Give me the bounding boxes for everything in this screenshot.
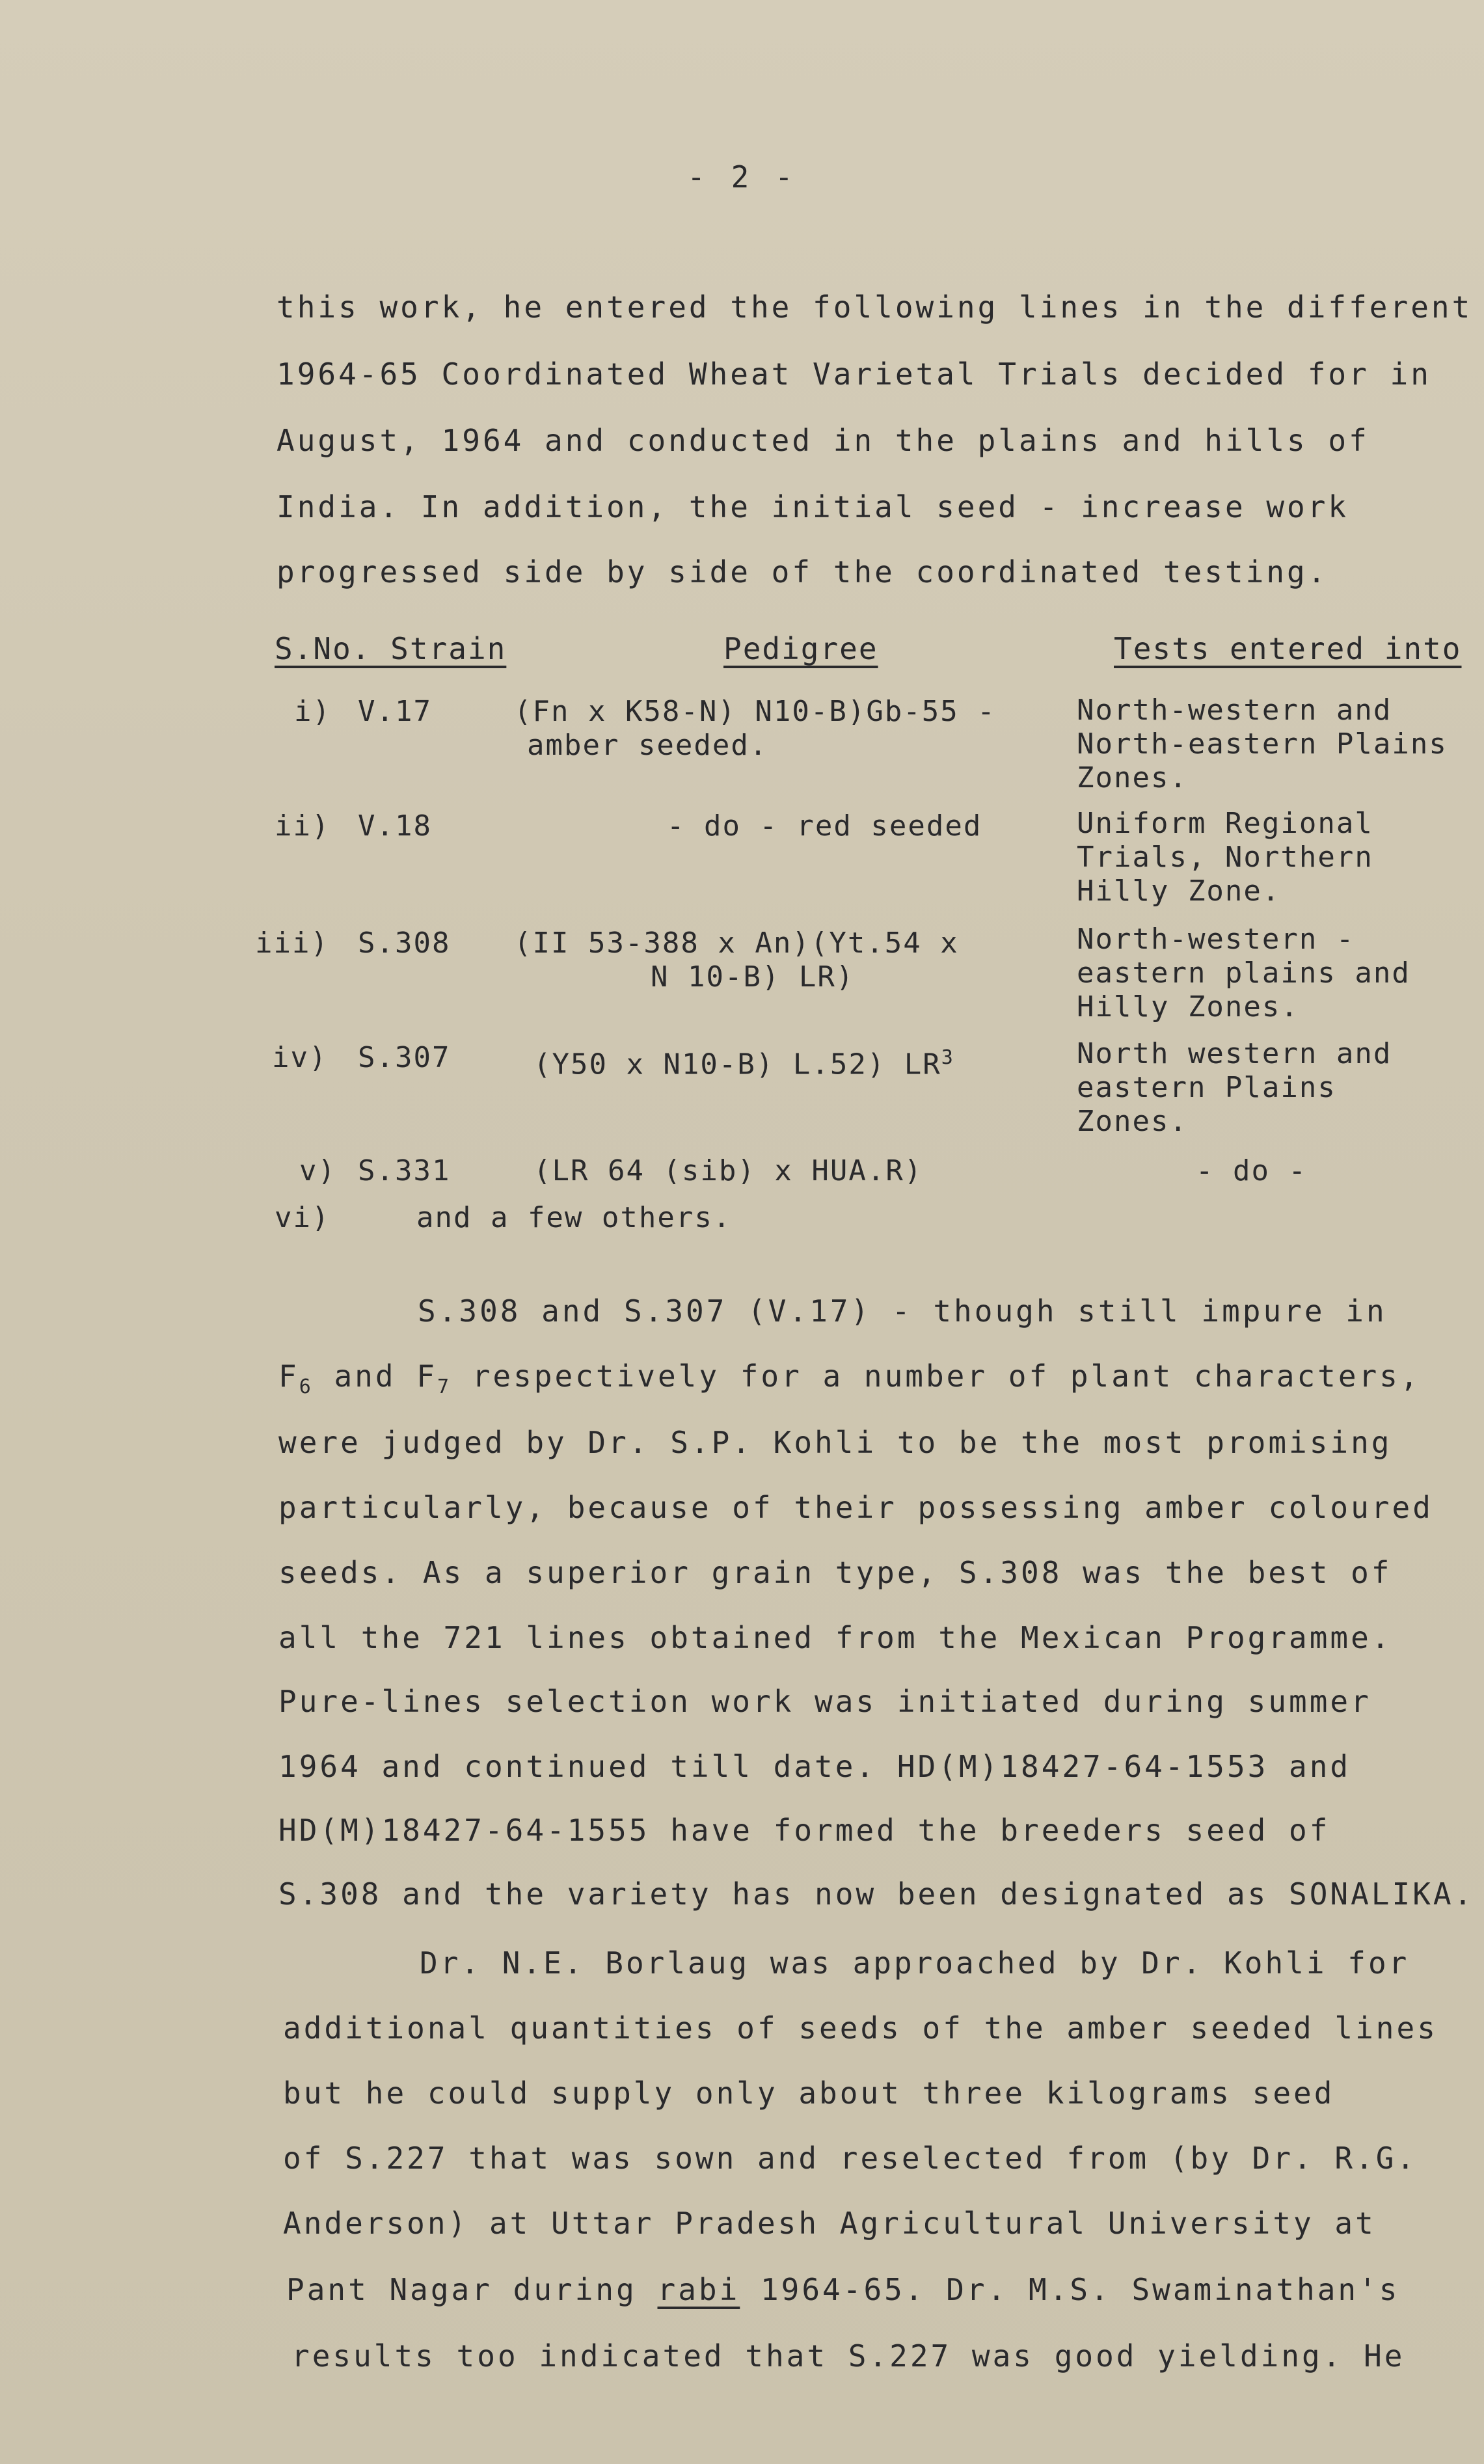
para3-l6-pre: Pant Nagar during bbox=[286, 2272, 658, 2307]
row-4-no: iv) bbox=[272, 1041, 328, 1074]
para2-sub-7: 7 bbox=[437, 1375, 452, 1399]
row-2-tests-1: Uniform Regional bbox=[1077, 807, 1373, 840]
row-1-no: i) bbox=[294, 695, 331, 728]
para3-l6-post: 1964-65. Dr. M.S. Swaminathan's bbox=[740, 2272, 1400, 2307]
para2-line-1: S.308 and S.307 (V.17) - though still impure in bbox=[418, 1293, 1387, 1329]
para2-line-9: HD(M)18427-64-1555 have formed the breeders seed of bbox=[278, 1813, 1330, 1848]
row-1-pedigree-1: (Fn x K58-N) N10-B)Gb-55 - bbox=[514, 695, 996, 728]
intro-line-3: August, 1964 and conducted in the plains and hills of bbox=[277, 423, 1369, 458]
rabi-underlined: rabi bbox=[657, 2272, 740, 2307]
row-2-no: ii) bbox=[275, 809, 331, 843]
para2-line-3: were judged by Dr. S.P. Kohli to be the most promising bbox=[278, 1425, 1392, 1460]
row-1-tests-3: Zones. bbox=[1077, 761, 1188, 794]
row-4-pedigree-superscript: 3 bbox=[941, 1046, 954, 1069]
para2-f: F bbox=[278, 1359, 299, 1394]
row-4-strain: S.307 bbox=[358, 1041, 451, 1074]
row-4-tests-2: eastern Plains bbox=[1077, 1071, 1336, 1104]
row-5-pedigree-1: (LR 64 (sib) x HUA.R) bbox=[533, 1154, 923, 1187]
para2-line-6: all the 721 lines obtained from the Mexican Programme. bbox=[278, 1620, 1392, 1655]
para3-line-7: results too indicated that S.227 was good yielding. He bbox=[291, 2338, 1405, 2374]
row-3-strain: S.308 bbox=[358, 927, 451, 960]
row-1-tests-1: North-western and bbox=[1077, 694, 1392, 727]
para3-line-3: but he could supply only about three kilograms seed bbox=[283, 2076, 1335, 2111]
para2-line-8: 1964 and continued till date. HD(M)18427-64-1553 and bbox=[278, 1749, 1351, 1784]
para2-line-5: seeds. As a superior grain type, S.308 was the best of bbox=[278, 1555, 1392, 1590]
para2-line-7: Pure-lines selection work was initiated during summer bbox=[278, 1684, 1371, 1719]
row-4-pedigree-1 bbox=[533, 1041, 954, 1082]
intro-line-2: 1964-65 Coordinated Wheat Varietal Trials decided for in bbox=[277, 357, 1431, 392]
row-6-strain: and a few others. bbox=[416, 1201, 732, 1234]
row-4-pedigree-text: (Y50 x N10-B) L.52) LR bbox=[533, 1048, 941, 1081]
para3-line-1: Dr. N.E. Borlaug was approached by Dr. Kohli for bbox=[420, 1945, 1410, 1981]
row-1-strain: V.17 bbox=[358, 695, 432, 728]
para2-and-f: and F bbox=[313, 1359, 437, 1394]
row-3-no: iii) bbox=[255, 927, 329, 960]
para2-sub-6: 6 bbox=[299, 1375, 314, 1399]
row-1-tests-2: North-eastern Plains bbox=[1077, 727, 1448, 761]
row-5-tests-1: - do - bbox=[1196, 1154, 1307, 1187]
row-5-strain: S.331 bbox=[358, 1154, 451, 1187]
intro-line-1: this work, he entered the following lines in the different bbox=[277, 290, 1473, 325]
page-number: - 2 - bbox=[687, 159, 797, 195]
para3-line-4: of S.227 that was sown and reselected from (by Dr. R.G. bbox=[283, 2141, 1418, 2176]
row-4-tests-3: Zones. bbox=[1077, 1105, 1188, 1138]
row-5-no: v) bbox=[299, 1154, 336, 1187]
row-3-pedigree-1: (II 53-388 x An)(Yt.54 x bbox=[514, 927, 959, 960]
para3-line-2: additional quantities of seeds of the amber seeded lines bbox=[283, 2010, 1438, 2046]
intro-line-4: India. In addition, the initial seed - increase work bbox=[277, 489, 1349, 524]
intro-line-5: progressed side by side of the coordinated testing. bbox=[277, 554, 1329, 589]
row-1-pedigree-2: amber seeded. bbox=[527, 729, 768, 762]
row-6-no: vi) bbox=[275, 1201, 331, 1234]
row-4-tests-1: North western and bbox=[1077, 1037, 1392, 1070]
para2-line-2 bbox=[278, 1359, 1421, 1398]
para2-line-4: particularly, because of their possessing amber coloured bbox=[278, 1490, 1433, 1525]
para3-line-6 bbox=[286, 2272, 1400, 2307]
row-3-tests-2: eastern plains and bbox=[1077, 956, 1410, 990]
para2-rest: respectively for a number of plant characters, bbox=[452, 1359, 1421, 1394]
para2-line-10: S.308 and the variety has now been designated as SONALIKA. bbox=[278, 1876, 1475, 1912]
header-pedigree: Pedigree bbox=[723, 631, 878, 666]
header-sno-strain: S.No. Strain bbox=[275, 631, 507, 666]
row-3-pedigree-2: N 10-B) LR) bbox=[651, 960, 855, 994]
para3-line-5: Anderson) at Uttar Pradesh Agricultural University at bbox=[283, 2206, 1376, 2241]
row-3-tests-3: Hilly Zones. bbox=[1077, 990, 1299, 1023]
row-2-tests-2: Trials, Northern bbox=[1077, 841, 1373, 874]
row-2-pedigree-1: - do - red seeded bbox=[667, 809, 982, 843]
row-2-strain: V.18 bbox=[358, 809, 432, 843]
header-tests: Tests entered into bbox=[1114, 631, 1462, 666]
row-3-tests-1: North-western - bbox=[1077, 923, 1355, 956]
row-2-tests-3: Hilly Zone. bbox=[1077, 874, 1281, 908]
